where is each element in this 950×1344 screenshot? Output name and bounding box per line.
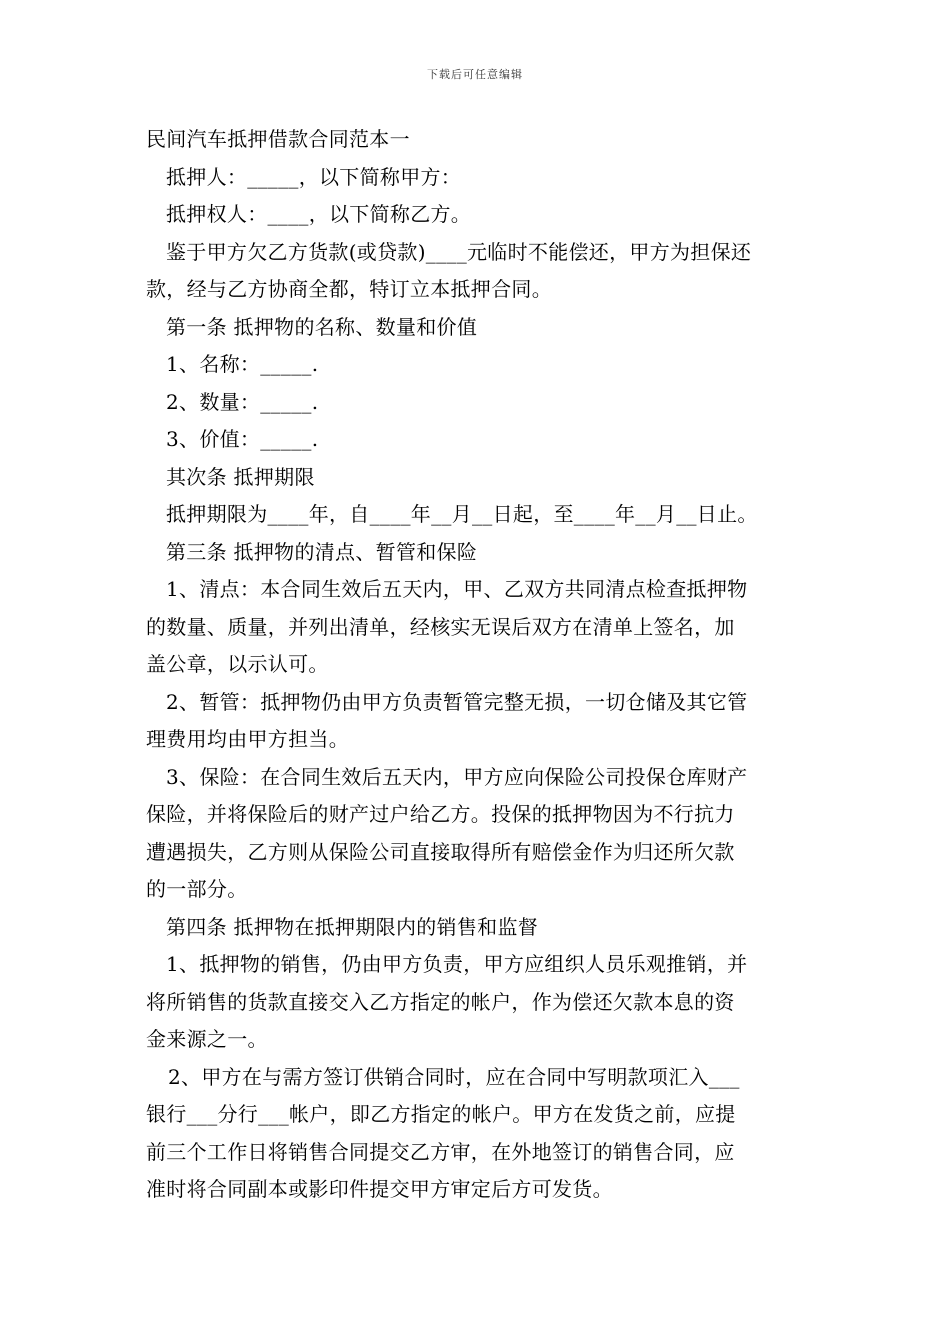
paragraph-line: 将所销售的货款直接交入乙方指定的帐户，作为偿还欠款本息的资 xyxy=(146,989,735,1014)
paragraph-line: 款，经与乙方协商全都，特订立本抵押合同。 xyxy=(146,277,552,301)
paragraph-line: 第一条 抵押物的名称、数量和价值 xyxy=(166,314,478,339)
paragraph-line: 3、保险：在合同生效后五天内，甲方应向保险公司投保仓库财产 xyxy=(166,764,748,789)
contract-body xyxy=(146,121,810,1209)
paragraph-line: 1、抵押物的销售，仍由甲方负责，甲方应组织人员乐观推销，并 xyxy=(166,952,748,976)
paragraph-line: 金来源之一。 xyxy=(146,1027,268,1051)
paragraph-line: 2、甲方在与需方签订供销合同时，应在合同中写明款项汇入___ xyxy=(168,1064,740,1089)
paragraph-line: 鉴于甲方欠乙方货款(或贷款)____元临时不能偿还，甲方为担保还 xyxy=(166,239,752,264)
paragraph-line: 准时将合同副本或影印件提交甲方审定后方可发货。 xyxy=(146,1177,613,1201)
paragraph-line: 的数量、质量，并列出清单，经核实无误后双方在清单上签名，加 xyxy=(146,614,735,639)
paragraph-line: 遭遇损失，乙方则从保险公司直接取得所有赔偿金作为归还所欠款 xyxy=(146,839,735,864)
paragraph-line: 1、清点：本合同生效后五天内，甲、乙双方共同清点检查抵押物 xyxy=(166,577,748,601)
paragraph-line: 抵押期限为____年，自____年__月__日起，至____年__月__日止。 xyxy=(166,502,758,526)
paragraph-line: 第三条 抵押物的清点、暂管和保险 xyxy=(166,539,478,564)
document-title: 民间汽车抵押借款合同范本一 xyxy=(146,127,410,151)
paragraph-line: 前三个工作日将销售合同提交乙方审，在外地签订的销售合同，应 xyxy=(146,1139,735,1164)
paragraph-line: 抵押人：_____，以下简称甲方： xyxy=(166,164,462,189)
paragraph-line: 1、名称：_____. xyxy=(166,352,319,376)
paragraph-line: 理费用均由甲方担当。 xyxy=(146,727,349,751)
paragraph-line: 盖公章，以示认可。 xyxy=(146,652,329,676)
paragraph-line: 2、数量：_____. xyxy=(166,389,319,414)
paragraph-line: 3、价值：_____. xyxy=(166,427,319,451)
paragraph-line: 的一部分。 xyxy=(146,877,248,901)
paragraph-line: 2、暂管：抵押物仍由甲方负责暂管完整无损，一切仓储及其它管 xyxy=(166,689,748,714)
page-header-note: 下载后可任意编辑 xyxy=(427,68,523,81)
paragraph-line: 第四条 抵押物在抵押期限内的销售和监督 xyxy=(166,914,539,939)
paragraph-line: 其次条 抵押期限 xyxy=(166,464,315,489)
paragraph-line: 保险，并将保险后的财产过户给乙方。投保的抵押物因为不行抗力 xyxy=(146,802,735,826)
paragraph-line: 银行___分行___帐户，即乙方指定的帐户。甲方在发货之前，应提 xyxy=(146,1102,736,1126)
paragraph-line: 抵押权人：____，以下简称乙方。 xyxy=(166,202,472,226)
